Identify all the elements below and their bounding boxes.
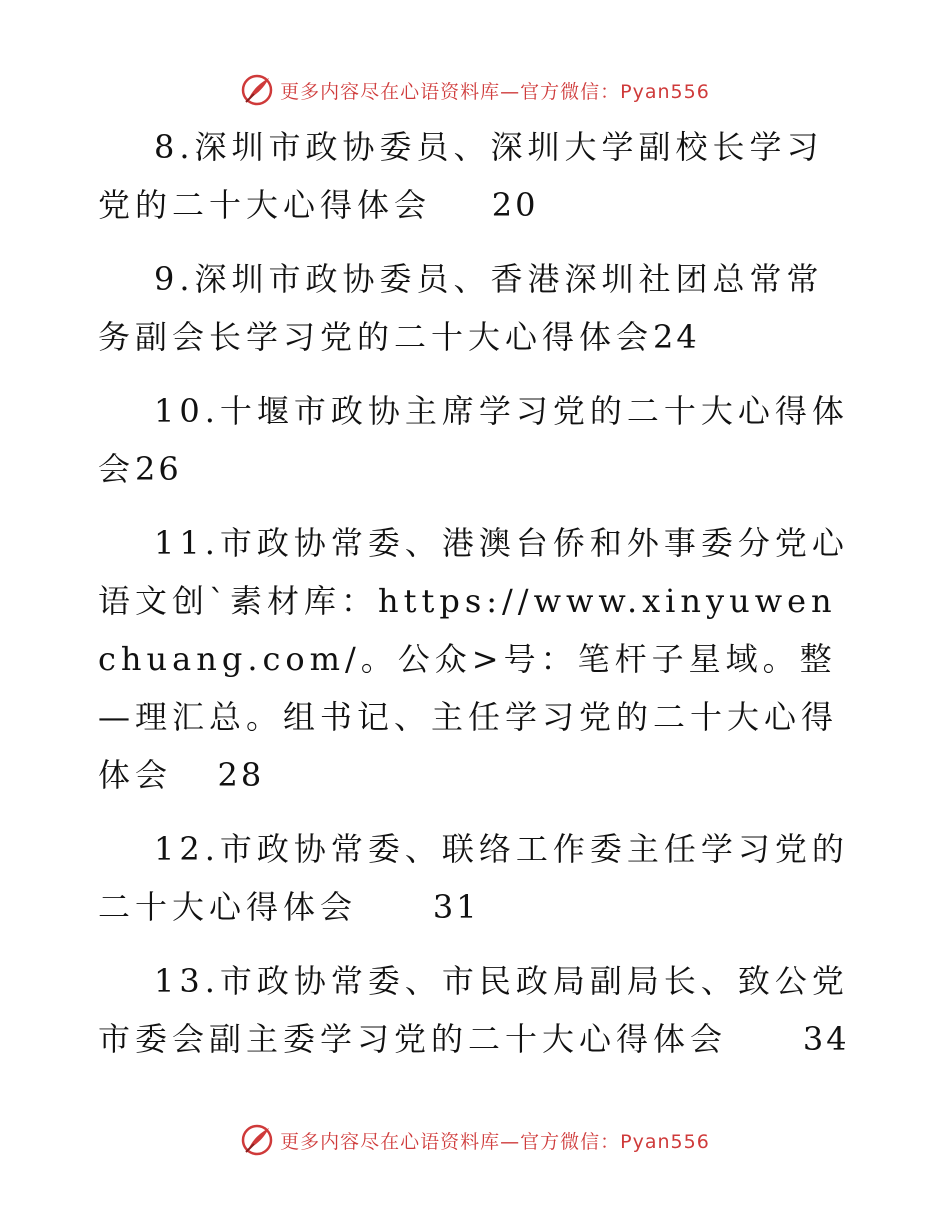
toc-entry-11 xyxy=(98,514,858,804)
toc-entry-page-number: 20 xyxy=(491,186,539,224)
feather-pen-logo-icon xyxy=(240,73,274,107)
footer-banner xyxy=(0,1120,950,1160)
toc-entry-page-number: 28 xyxy=(217,756,265,794)
toc-entry-9 xyxy=(98,250,858,366)
toc-entry-title: 10.十堰市政协主席学习党的二十大心得体会 xyxy=(98,392,849,488)
toc-entry-title: 11.市政协常委、港澳台侨和外事委分党心语文创`素材库：https://www.xinyuwenchuang.com/。公众>号：笔杆子星域。整—理汇总。组书记、主任学习党的二十大心得体会 xyxy=(98,524,849,794)
toc-entry-gap xyxy=(727,1020,803,1058)
feather-pen-logo-icon xyxy=(240,1123,274,1157)
footer-banner-text: 更多内容尽在心语资料库—官方微信：Pyan556 xyxy=(280,1130,710,1153)
toc-entry-title: 9.深圳市政协委员、香港深圳社团总常常务副会长学习党的二十大心得体会 xyxy=(98,260,824,356)
toc-entry-page-number: 31 xyxy=(432,888,480,926)
toc-entry-gap xyxy=(357,888,433,926)
toc-entry-8 xyxy=(98,118,858,234)
toc-entry-page-number: 34 xyxy=(802,1020,850,1058)
header-banner-text: 更多内容尽在心语资料库—官方微信：Pyan556 xyxy=(280,80,710,103)
toc-entry-gap xyxy=(172,756,218,794)
toc-entry-gap xyxy=(431,186,492,224)
toc-entry-title: 8.深圳市政协委员、深圳大学副校长学习党的二十大心得体会 xyxy=(98,128,824,224)
toc-entry-title: 13.市政协常委、市民政局副局长、致公党市委会副主委学习党的二十大心得体会 xyxy=(98,962,849,1058)
table-of-contents xyxy=(98,118,858,1084)
header-banner xyxy=(0,70,950,110)
toc-entry-12 xyxy=(98,820,858,936)
toc-entry-page-number: 24 xyxy=(653,318,700,356)
toc-entry-10 xyxy=(98,382,858,498)
toc-entry-13 xyxy=(98,952,858,1068)
toc-entry-page-number: 26 xyxy=(135,450,182,488)
toc-entry-title: 12.市政协常委、联络工作委主任学习党的二十大心得体会 xyxy=(98,830,849,926)
